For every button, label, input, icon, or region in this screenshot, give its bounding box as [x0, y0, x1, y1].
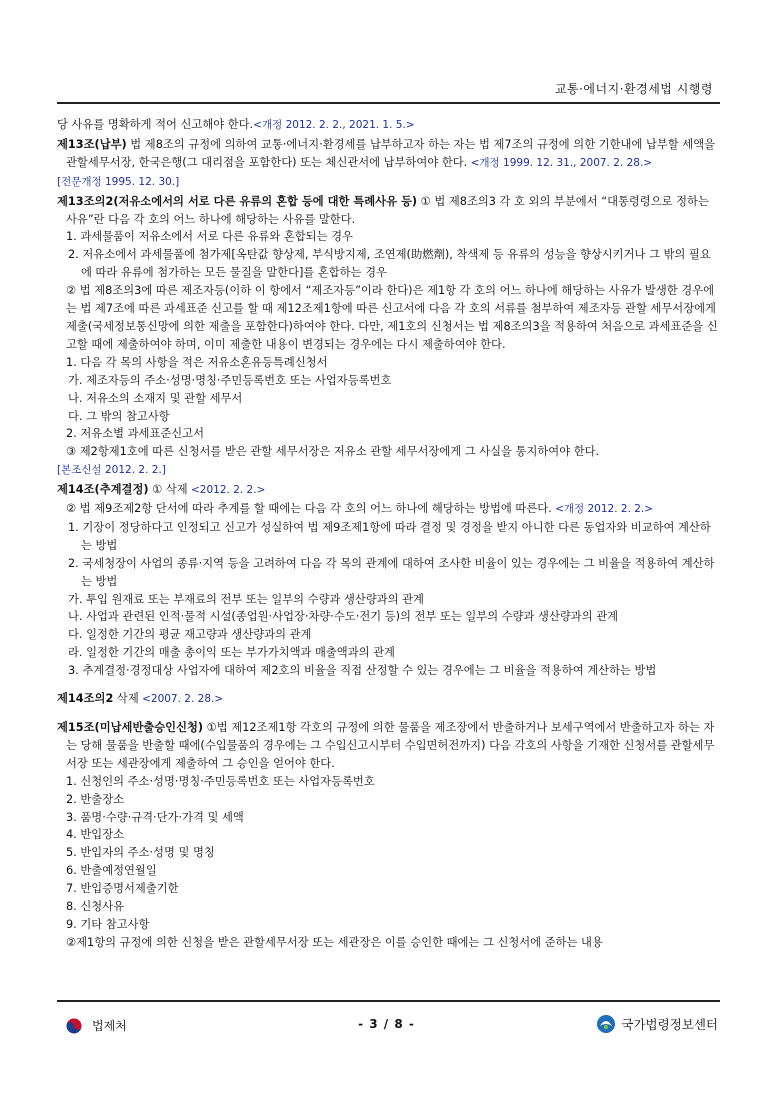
- text-line: [57, 372, 720, 390]
- text-line: [57, 880, 720, 898]
- article-text: 1. 신청인의 주소·성명·명칭·주민등록번호 또는 사업자등록번호: [66, 774, 375, 788]
- article-text: 나. 저유소의 소재지 및 관할 세무서: [68, 391, 243, 405]
- article-text: 3. 추계결정·경정대상 사업자에 대하여 제2호의 비율을 직접 산정할 수 있는 경우에는 그 비율을 적용하여 계산하는 방법: [68, 664, 657, 678]
- text-line: [57, 555, 720, 591]
- article-text: 가. 투입 원재료 또는 부재료의 전부 또는 일부의 수량과 생산량과의 관계: [68, 592, 424, 606]
- amendment-note: <개정 2012. 2. 2.>: [551, 503, 654, 516]
- text-line: [57, 791, 720, 809]
- text-line: [57, 690, 720, 709]
- article-text: ③ 제2항제1호에 따른 신청서를 받은 관할 세무서장은 저유소 관할 세무서장에게 그 사실을 통지하여야 한다.: [66, 445, 600, 459]
- text-line: [57, 934, 720, 952]
- article-text: 2. 국세청장이 사업의 종류·지역 등을 고려하여 다음 각 목의 관계에 대하여 조사한 비율이 있는 경우에는 그 비율을 적용하여 계산하는 방법: [68, 556, 715, 588]
- article-text: ② 법 제8조의3에 따른 제조자등(이하 이 항에서 “제조자등”이라 한다)은 제1항 각 호의 어느 하나에 해당하는 사유가 발생한 경우에는 법 제7조에 따른 과세표준 신고를 할 때 제12조제1항에 따른 신고서에 다음 각 호의 서류를 첨부하여 제조자등 관할 세무서장에게 제출(국세정보통신망에 의한 제출을 포함한다)하여야 한다. 다만, 제1호의 신청서는 법 제8조의3을 적용하여 처음으로 과세표준을 신고할 때에 제출하여야 하며, 이미 제출한 내용이 변경되는 경우에는 다시 제출하여야 한다.: [66, 284, 718, 351]
- article-text: 삭제: [113, 692, 139, 706]
- article-text: ① 법 제8조의3 각 호 외의 부분에서 “대통령령으로 정하는 사유”란 다음 각 호의 어느 하나에 해당하는 사유를 말한다.: [66, 194, 709, 226]
- text-line: [57, 644, 720, 662]
- text-line: [57, 246, 720, 282]
- text-line: [57, 461, 720, 480]
- article-text: 2. 반출장소: [66, 792, 125, 806]
- text-line: [57, 354, 720, 372]
- text-line: [57, 626, 720, 644]
- article-text: 법 제8조의 규정에 의하여 교통·에너지·환경세를 납부하고자 하는 자는 법 제7조의 규정에 의한 기한내에 납부할 세액을 관할세무서장, 한국은행(그 대리점을 포함한다) 또는 체신관서에 납부하여야 한다.: [66, 137, 716, 169]
- amendment-note: <개정 2012. 2. 2., 2021. 1. 5.>: [253, 119, 415, 131]
- article-text: 나. 사업과 관련된 인적·물적 시설(종업원·사업장·차량·수도·전기 등)의 전부 또는 일부의 수량과 생산량과의 관계: [68, 610, 619, 624]
- footer-org-name: 법제처: [92, 1019, 127, 1033]
- amendment-note: <2012. 2. 2.>: [187, 484, 266, 497]
- text-line: [57, 591, 720, 609]
- text-line: [57, 116, 720, 135]
- text-line: [57, 500, 720, 519]
- text-line: [57, 282, 720, 354]
- text-line: [57, 228, 720, 246]
- article-text: ① 삭제: [148, 483, 188, 497]
- text-line: [57, 898, 720, 916]
- text-line: [57, 773, 720, 791]
- article-heading: 제13조(납부): [57, 137, 127, 151]
- amendment-note: <개정 1999. 12. 31., 2007. 2. 28.>: [467, 156, 653, 169]
- article-text: ①법 제12조제1항 각호의 규정에 의한 물품을 제조장에서 반출하거나 보세구역에서 반출하고자 하는 자는 당해 물품을 반출할 때에(수입물품의 경우에는 그 수입신고시부터 수입면허전까지) 다음 각호의 사항을 기재한 신청서를 관할세무서장 또는 세관장에게 제출하여 그 승인을 얻어야 한다.: [66, 721, 715, 770]
- amendment-note: <2007. 2. 28.>: [138, 693, 224, 706]
- text-line: [57, 809, 720, 827]
- article-text: 라. 일정한 기간의 매출 총이익 또는 부가가치액과 매출액과의 관계: [68, 646, 395, 660]
- text-line: [57, 862, 720, 880]
- text-line: [57, 916, 720, 934]
- header-divider: [57, 102, 720, 104]
- article-text: 4. 반입장소: [66, 828, 125, 842]
- article-heading: 제14조의2: [57, 692, 114, 706]
- text-line: [57, 425, 720, 443]
- article-text: 5. 반입자의 주소·성명 및 명칭: [66, 846, 215, 860]
- article-text: ② 법 제9조제2항 단서에 따라 추계를 할 때에는 다음 각 호의 어느 하나에 해당하는 방법에 따른다.: [66, 502, 552, 516]
- text-line: [57, 443, 720, 461]
- document-header-title: 교통·에너지·환경세법 시행령: [554, 82, 713, 96]
- article-text: 1. 기장이 정당하다고 인정되고 신고가 성실하여 법 제9조제1항에 따라 결정 및 경정을 받지 아니한 다른 동업자와 비교하여 계산하는 방법: [68, 520, 711, 552]
- text-line: [57, 193, 720, 229]
- text-line: [57, 662, 720, 680]
- text-line: [57, 481, 720, 500]
- article-text: 다. 그 밖의 참고사항: [68, 409, 170, 423]
- text-line: [57, 826, 720, 844]
- footer-center: [596, 1014, 718, 1034]
- text-line: [57, 408, 720, 426]
- text-line: [57, 136, 720, 173]
- text-line: [57, 173, 720, 192]
- text-line: [57, 519, 720, 555]
- article-text: 2. 저유소별 과세표준신고서: [66, 427, 205, 441]
- article-text: 9. 기타 참고사항: [66, 917, 150, 931]
- article-text: 가. 제조자등의 주소·성명·명칭·주민등록번호 또는 사업자등록번호: [68, 373, 392, 387]
- amendment-note: [본조신설 2012. 2. 2.]: [57, 464, 166, 477]
- text-line: [57, 390, 720, 408]
- footer-center-name: 국가법령정보센터: [621, 1017, 718, 1032]
- article-heading: 제14조(추계결정): [57, 483, 149, 497]
- text-line: [57, 844, 720, 862]
- article-text: 6. 반출예정연월일: [66, 864, 157, 878]
- page-number: - 3 / 8 -: [358, 1017, 415, 1031]
- article-text: 당 사유를 명확하게 적어 신고해야 한다.: [57, 118, 254, 131]
- national-law-center-logo-icon: [596, 1014, 616, 1034]
- article-text: 8. 신청사유: [66, 900, 125, 914]
- article-heading: 제13조의2(저유소에서의 서로 다른 유류의 혼합 등에 대한 특례사유 등): [57, 194, 418, 208]
- text-line: [57, 608, 720, 626]
- article-text: 3. 품명·수량·규격·단가·가격 및 세액: [66, 810, 244, 824]
- article-text: 2. 저유소에서 과세물품에 첨가제[옥탄값 향상제, 부식방지제, 조연제(助燃劑), 착색제 등 유류의 성능을 향상시키거나 그 밖의 필요에 따라 유류에 첨가하는 모든 물질을 말한다]를 혼합하는 경우: [68, 248, 711, 280]
- article-text: 1. 다음 각 목의 사항을 적은 저유소혼유등특례신청서: [66, 355, 328, 369]
- article-text: 1. 과세물품이 저유소에서 서로 다른 유류와 혼합되는 경우: [66, 230, 353, 244]
- law-text-body: [57, 116, 720, 952]
- text-line: [57, 719, 720, 773]
- article-heading: 제15조(미납세반출승인신청): [57, 721, 204, 734]
- article-text: 다. 일정한 기간의 평균 재고량과 생산량과의 관계: [68, 628, 312, 642]
- article-text: 7. 반입증명서제출기한: [66, 882, 179, 896]
- amendment-note: [전문개정 1995. 12. 30.]: [57, 175, 180, 188]
- article-text: ②제1항의 규정에 의한 신청을 받은 관할세무서장 또는 세관장은 이를 승인한 때에는 그 신청서에 준하는 내용: [66, 935, 603, 949]
- footer-divider: [57, 1000, 720, 1002]
